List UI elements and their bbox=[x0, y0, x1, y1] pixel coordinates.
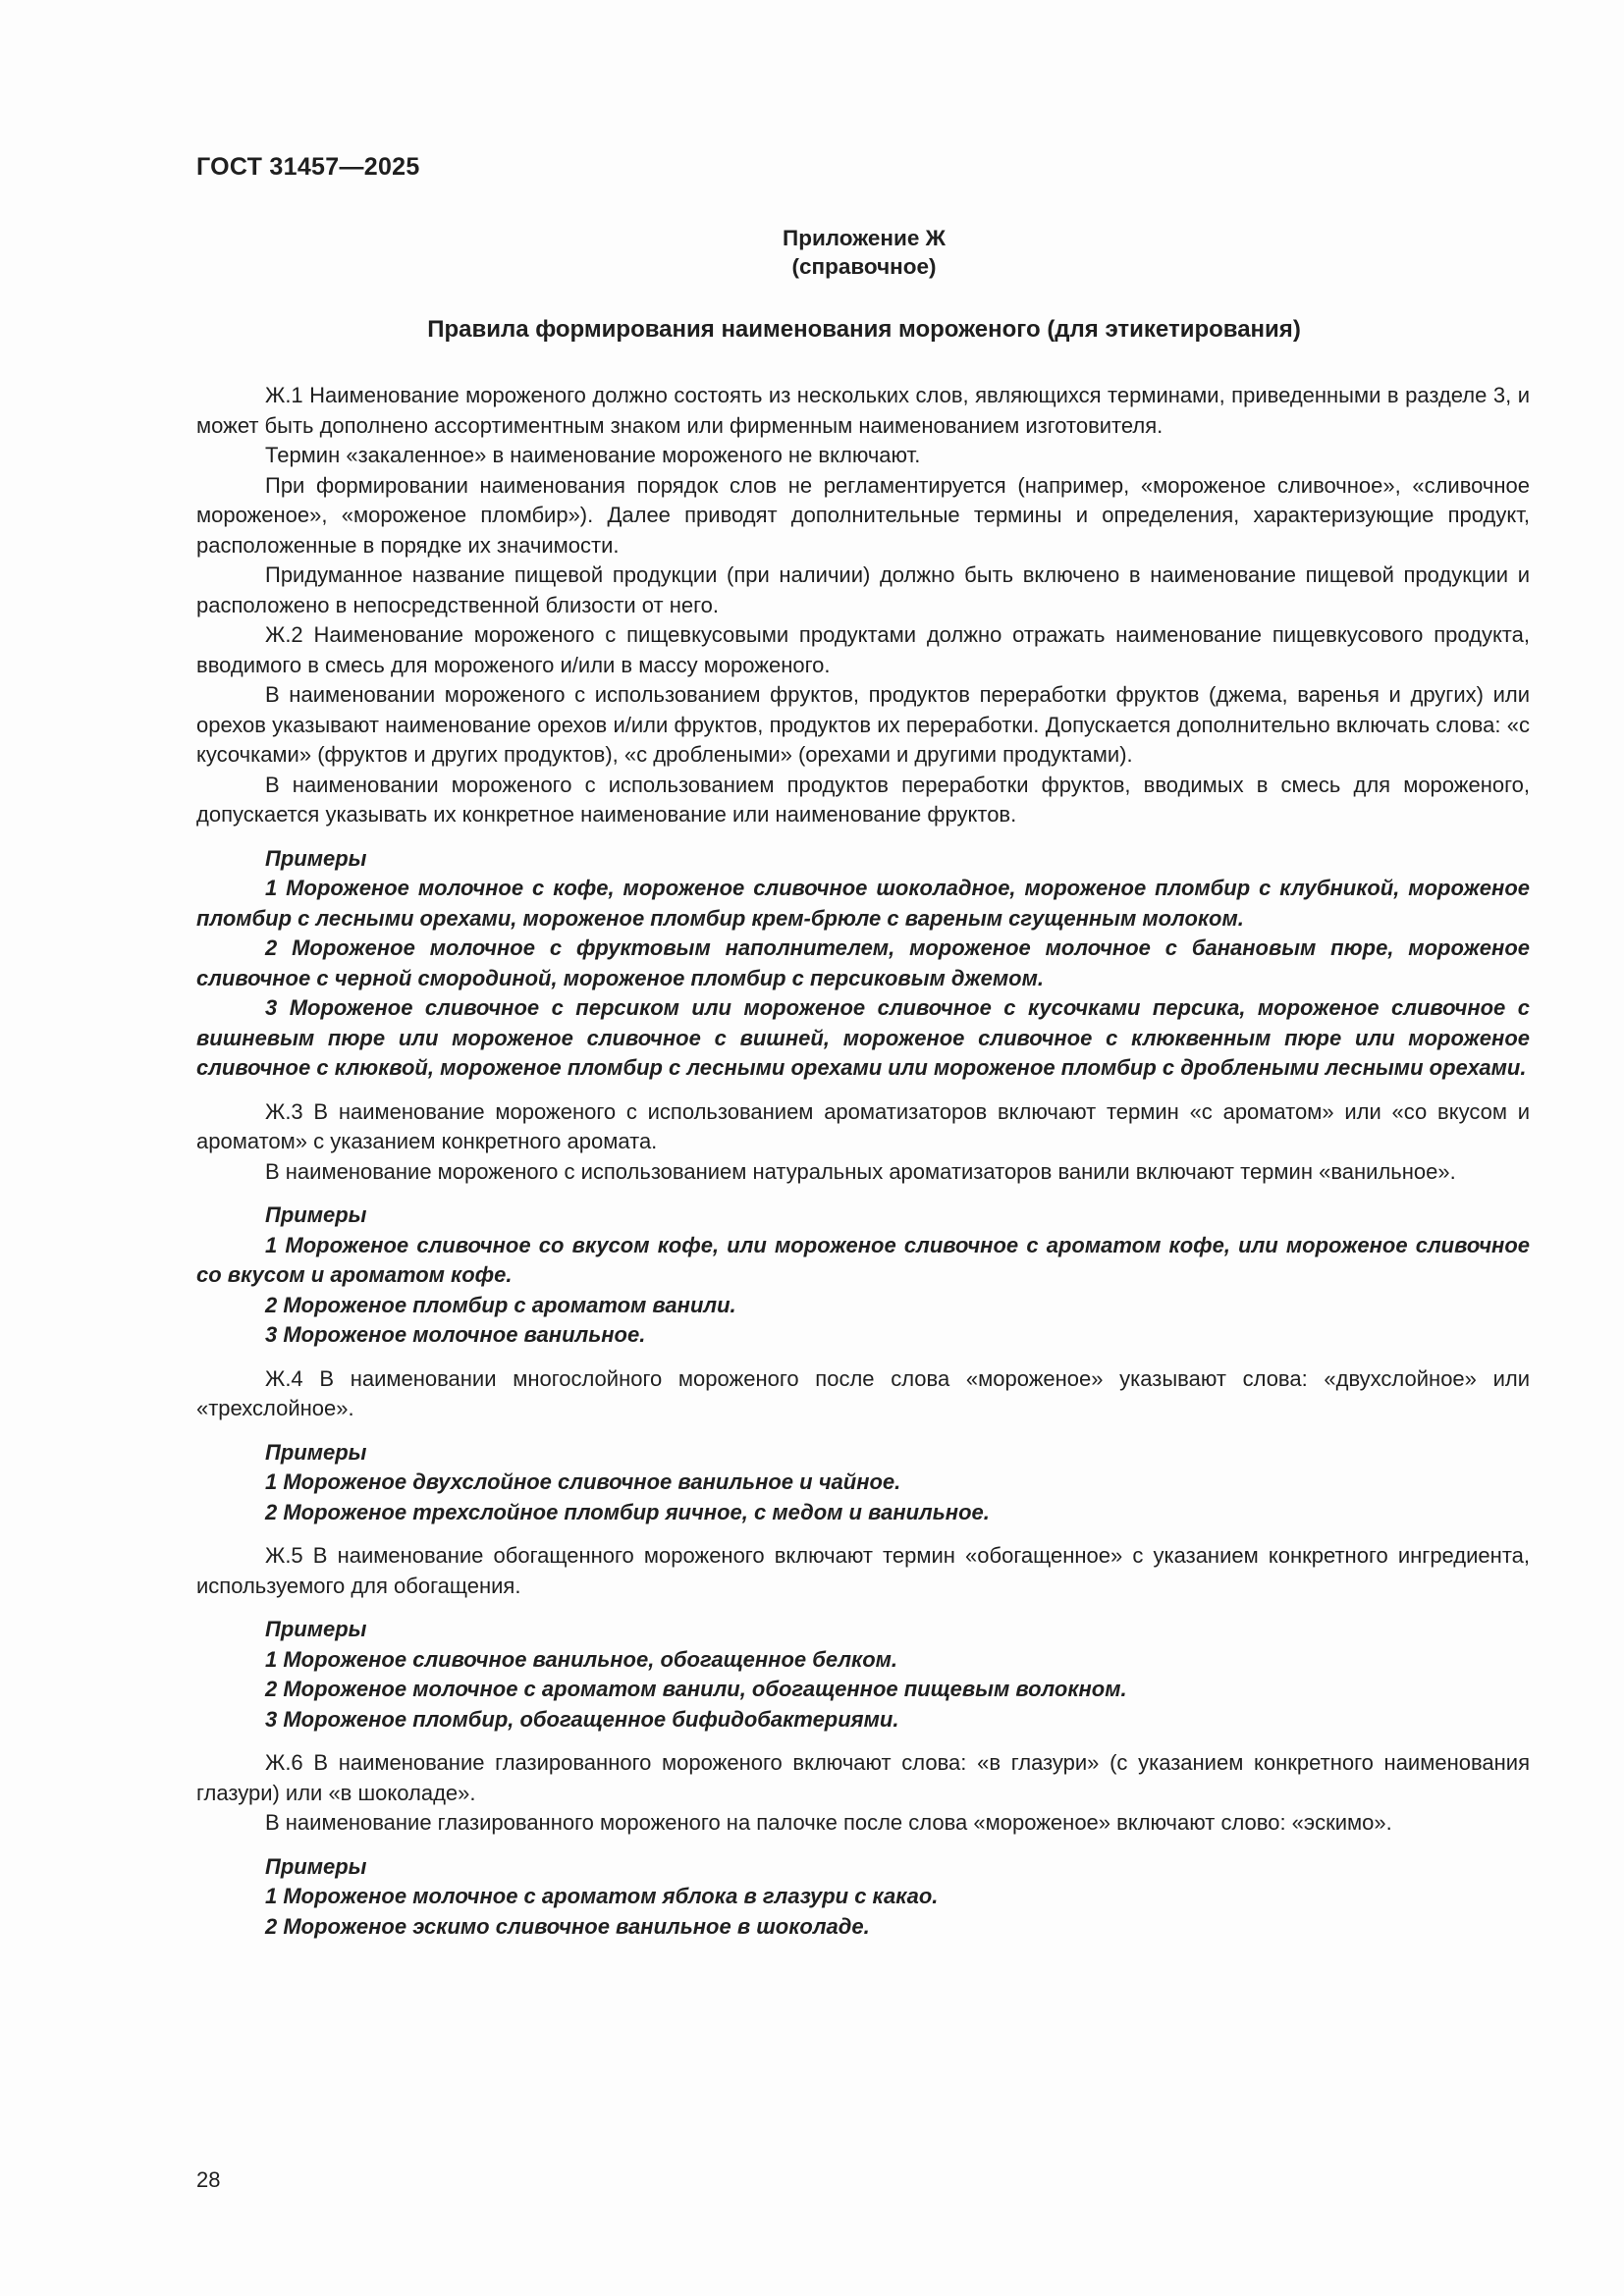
example-item: 3 Мороженое молочное ванильное. bbox=[265, 1322, 646, 1347]
example-item: 2 Мороженое пломбир с ароматом ванили. bbox=[265, 1292, 736, 1317]
paragraph: В наименовании мороженого с использованием фруктов, продуктов переработки фруктов (джема, варенья и других) или орехов указывают наименование орехов и/или фруктов, продуктов их переработки. Допускается дополнительно включать слова: «с кусочками» (фруктов и других продуктов), «с дроблеными» (орехами и другими продуктами). bbox=[196, 682, 1530, 767]
example-item: 2 Мороженое молочное с ароматом ванили, обогащенное пищевым волокном. bbox=[265, 1677, 1127, 1701]
annex-status: (справочное) bbox=[791, 254, 937, 279]
examples-block bbox=[196, 844, 1530, 1084]
paragraph: Ж.3 В наименование мороженого с использованием ароматизаторов включают термин «с ароматом» или «со вкусом и ароматом» с указанием конкретного аромата. bbox=[196, 1098, 1530, 1153]
examples-label: Примеры bbox=[265, 1202, 367, 1227]
examples-label: Примеры bbox=[265, 1439, 367, 1465]
paragraph: Придуманное название пищевой продукции (при наличии) должно быть включено в наименование пищевой продукции и расположено в непосредственной близости от него. bbox=[196, 562, 1530, 617]
examples-block bbox=[196, 1852, 1530, 1943]
example-item: 2 Мороженое молочное с фруктовым наполнителем, мороженое молочное с банановым пюре, мороженое сливочное с черной смородиной, мороженое пломбир с персиковым джемом. bbox=[196, 935, 1530, 990]
examples-label: Примеры bbox=[265, 845, 367, 871]
example-item: 1 Мороженое молочное с ароматом яблока в глазури с какао. bbox=[265, 1884, 939, 1908]
example-item: 1 Мороженое молочное с кофе, мороженое сливочное шоколадное, мороженое пломбир с клубникой, мороженое пломбир с лесными орехами, мороженое пломбир крем-брюле с вареным сгущенным молоком. bbox=[196, 876, 1530, 931]
paragraph: В наименование мороженого с использованием натуральных ароматизаторов ванили включают термин «ванильное». bbox=[265, 1158, 1456, 1184]
document-body bbox=[196, 381, 1530, 1955]
example-item: 1 Мороженое двухслойное сливочное ванильное и чайное. bbox=[265, 1469, 901, 1494]
example-item: 3 Мороженое пломбир, обогащенное бифидобактериями. bbox=[265, 1706, 899, 1732]
paragraph: В наименовании мороженого с использованием продуктов переработки фруктов, вводимых в смесь для мороженого, допускается указывать их конкретное наименование или наименование фруктов. bbox=[196, 772, 1530, 827]
examples-block bbox=[196, 1438, 1530, 1528]
page-number: 28 bbox=[196, 2167, 221, 2192]
example-item: 2 Мороженое трехслойное пломбир яичное, с медом и ванильное. bbox=[265, 1499, 990, 1524]
examples-label: Примеры bbox=[265, 1617, 367, 1641]
paragraph: Термин «закаленное» в наименование мороженого не включают. bbox=[265, 443, 921, 467]
example-item: 1 Мороженое сливочное ванильное, обогащенное белком. bbox=[265, 1646, 898, 1672]
annex-name: Приложение Ж bbox=[783, 226, 946, 250]
example-item: 1 Мороженое сливочное со вкусом кофе, или мороженое сливочное с ароматом кофе, или мороженое сливочное со вкусом и ароматом кофе. bbox=[196, 1232, 1530, 1287]
example-item: 2 Мороженое эскимо сливочное ванильное в шоколаде. bbox=[265, 1913, 870, 1939]
paragraph: При формировании наименования порядок слов не регламентируется (например, «мороженое сливочное», «сливочное мороженое», «мороженое пломбир»). Далее приводят дополнительные термины и определения, характеризующие продукт, расположенные в порядке их значимости. bbox=[196, 472, 1530, 558]
document-code-header: ГОСТ 31457—2025 bbox=[196, 153, 420, 181]
paragraph: Ж.5 В наименование обогащенного мороженого включают термин «обогащенное» с указанием конкретного ингредиента, используемого для обогащения. bbox=[196, 1543, 1530, 1598]
paragraph: Ж.6 В наименование глазированного мороженого включают слова: «в глазури» (с указанием конкретного наименования глазури) или «в шоколаде». bbox=[196, 1750, 1530, 1805]
annex-title: Правила формирования наименования мороженого (для этикетирования) bbox=[427, 316, 1301, 343]
paragraph: Ж.4 В наименовании многослойного мороженого после слова «мороженое» указывают слова: «двухслойное» или «трехслойное». bbox=[196, 1365, 1530, 1420]
examples-block bbox=[196, 1201, 1530, 1351]
paragraph: Ж.1 Наименование мороженого должно состоять из нескольких слов, являющихся терминами, приведенными в разделе 3, и может быть дополнено ассортиментным знаком или фирменным наименованием изготовителя. bbox=[196, 383, 1530, 438]
annex-heading bbox=[196, 224, 1532, 281]
examples-label: Примеры bbox=[265, 1853, 367, 1879]
paragraph: Ж.2 Наименование мороженого с пищевкусовыми продуктами должно отражать наименование пищевкусового продукта, вводимого в смесь для мороженого и/или в массу мороженого. bbox=[196, 622, 1530, 677]
paragraph: В наименование глазированного мороженого на палочке после слова «мороженое» включают слово: «эскимо». bbox=[265, 1810, 1392, 1835]
example-item: 3 Мороженое сливочное с персиком или мороженое сливочное с кусочками персика, мороженое сливочное с вишневым пюре или мороженое сливочное с вишней, мороженое сливочное с клюквенным пюре или мороженое сливочное с клюквой, мороженое пломбир с лесными орехами или мороженое пломбир с дроблеными лесными орехами. bbox=[196, 995, 1530, 1080]
examples-block bbox=[196, 1615, 1530, 1735]
